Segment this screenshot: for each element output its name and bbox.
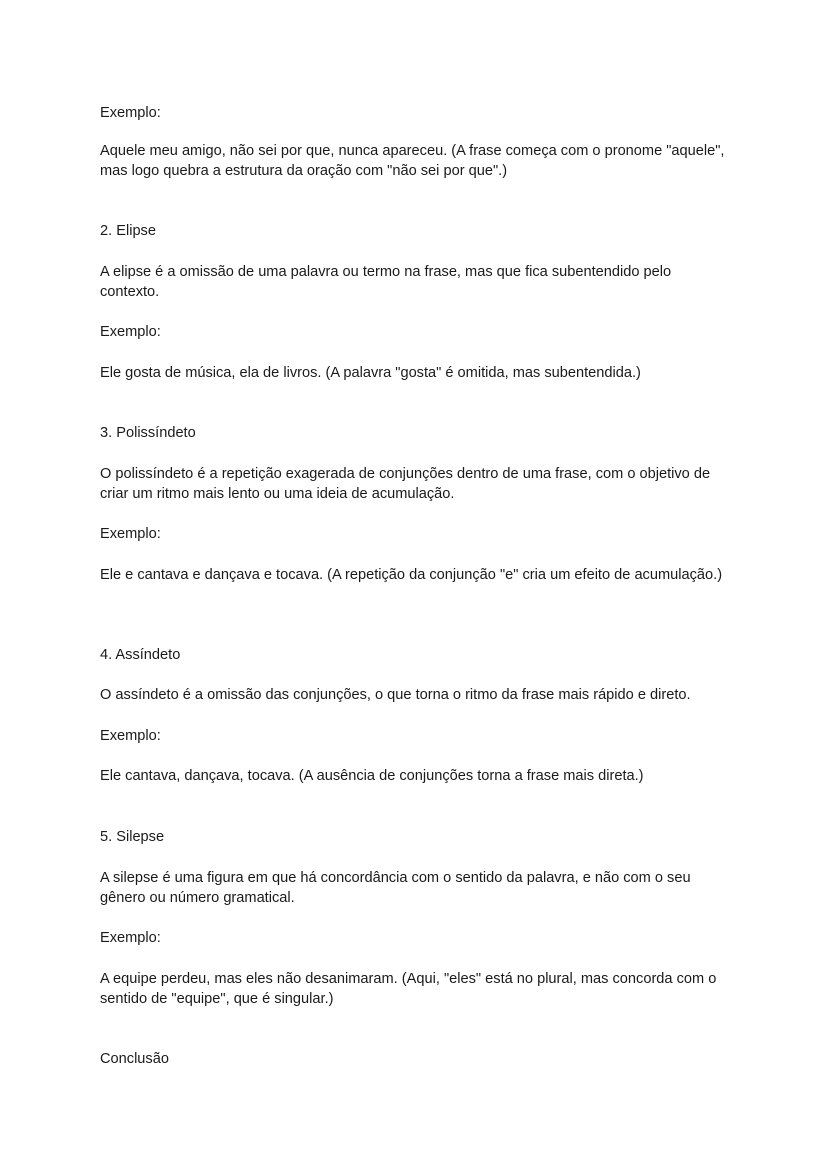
example-label: Exemplo:	[100, 526, 161, 542]
example-label: Exemplo:	[100, 105, 161, 121]
example-text: Ele e cantava e dançava e tocava. (A repetição da conjunção "e" cria um efeito de acumulação.)	[100, 567, 723, 583]
definition-text: O assíndeto é a omissão das conjunções, o que torna o ritmo da frase mais rápido e direto.	[100, 687, 691, 703]
definition-text: A elipse é a omissão de uma palavra ou termo na frase, mas que fica subentendido pelo contexto.	[100, 264, 672, 300]
example-label: Exemplo:	[100, 930, 161, 946]
section-heading-conclusao: Conclusão	[100, 1051, 169, 1067]
example-label: Exemplo:	[100, 728, 161, 744]
definition-text: A silepse é uma figura em que há concordância com o sentido da palavra, e não com o seu gênero ou número gramatical.	[100, 870, 691, 906]
example-text: A equipe perdeu, mas eles não desanimaram. (Aqui, "eles" está no plural, mas concorda com o sentido de "equipe", que é singular.)	[100, 971, 717, 1007]
section-heading-assindeto: 4. Assíndeto	[100, 647, 181, 663]
section-heading-silepse: 5. Silepse	[100, 829, 165, 845]
definition-text: O polissíndeto é a repetição exagerada de conjunções dentro de uma frase, com o objetivo de criar um ritmo mais lento ou uma ideia de acumulação.	[100, 466, 711, 502]
example-text: Ele gosta de música, ela de livros. (A palavra "gosta" é omitida, mas subentendida.)	[100, 365, 641, 381]
example-text: Aquele meu amigo, não sei por que, nunca apareceu. (A frase começa com o pronome "aquele", mas logo quebra a estrutura da oração com "não sei por que".)	[100, 143, 725, 179]
section-heading-elipse: 2. Elipse	[100, 223, 156, 239]
example-label: Exemplo:	[100, 324, 161, 340]
section-heading-polissindeto: 3. Polissíndeto	[100, 425, 196, 441]
example-text: Ele cantava, dançava, tocava. (A ausência de conjunções torna a frase mais direta.)	[100, 768, 644, 784]
